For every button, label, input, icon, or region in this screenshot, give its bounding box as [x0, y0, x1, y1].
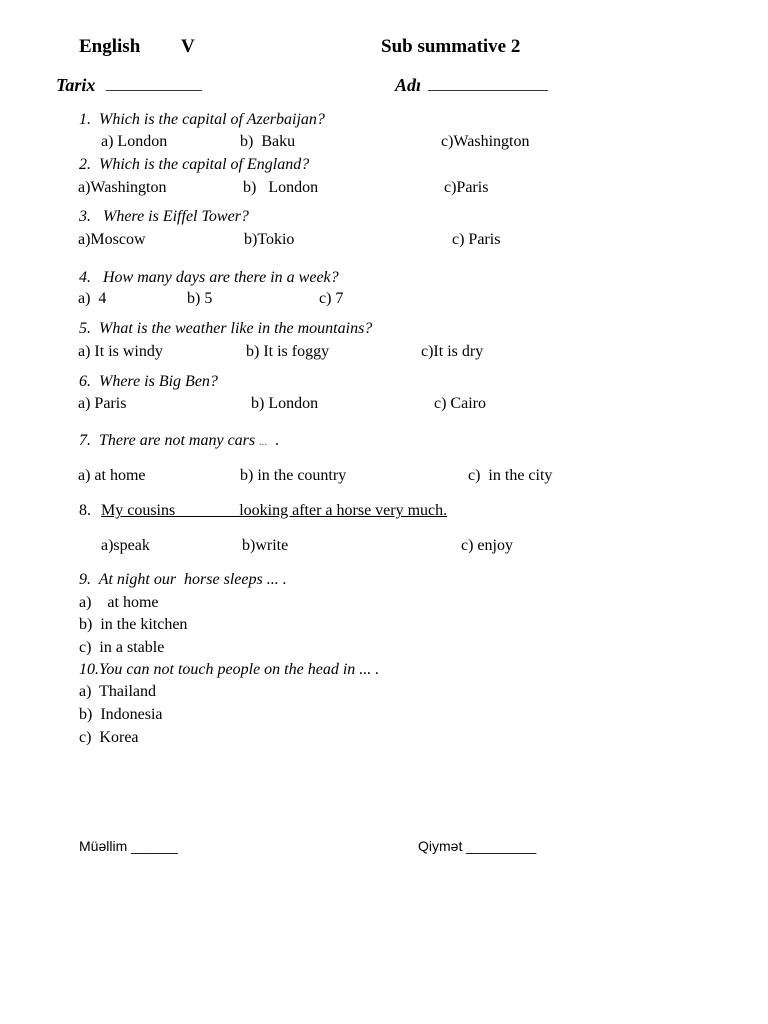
- question-8-number: 8.: [79, 502, 91, 519]
- q1-option-c: c)Washington: [441, 133, 530, 150]
- question-1: 1. Which is the capital of Azerbaijan?: [79, 111, 325, 128]
- teacher-signature-line: Müəllim ______: [79, 838, 178, 854]
- q8-option-b: b)write: [242, 537, 289, 554]
- q7-option-c: c) in the city: [468, 467, 553, 484]
- subject-label: English: [79, 36, 141, 57]
- question-5: 5. What is the weather like in the mountains?: [79, 320, 373, 337]
- date-line: ____________: [106, 76, 202, 93]
- name-label: Adı: [395, 75, 422, 95]
- question-7-ellipsis: ...: [259, 436, 268, 448]
- q7-option-b: b) in the country: [240, 467, 347, 484]
- q3-option-a: a)Moscow: [78, 231, 146, 248]
- q2-option-b: b) London: [243, 179, 319, 196]
- question-6: 6. Where is Big Ben?: [79, 373, 218, 390]
- question-8: My cousins _______ looking after a horse very much.: [101, 502, 448, 519]
- q5-option-c: c)It is dry: [421, 343, 484, 360]
- q7-option-a: a) at home: [78, 467, 146, 484]
- question-7-text: 7. There are not many cars: [79, 432, 256, 449]
- q8-option-a: a)speak: [101, 537, 150, 554]
- question-9: 9. At night our horse sleeps ... .: [79, 571, 287, 588]
- name-line: _______________: [428, 76, 548, 93]
- q4-option-a: a) 4: [78, 290, 107, 307]
- date-label: Tarix: [56, 75, 96, 95]
- q4-option-c: c) 7: [319, 290, 344, 307]
- q6-option-a: a) Paris: [78, 395, 127, 412]
- q4-option-b: b) 5: [187, 290, 213, 307]
- q2-option-c: c)Paris: [444, 179, 489, 196]
- q1-option-b: b) Baku: [240, 133, 296, 150]
- grade-level: V: [181, 36, 195, 57]
- q3-option-b: b)Tokio: [244, 231, 295, 248]
- q10-option-b: b) Indonesia: [79, 706, 163, 723]
- q5-option-b: b) It is foggy: [246, 343, 330, 360]
- q2-option-a: a)Washington: [78, 179, 167, 196]
- question-3: 3. Where is Eiffel Tower?: [79, 208, 249, 225]
- question-7-end: .: [275, 432, 280, 449]
- q9-option-c: c) in a stable: [79, 639, 165, 656]
- q9-option-a: a) at home: [79, 594, 159, 611]
- q10-option-a: a) Thailand: [79, 683, 157, 700]
- page-title: Sub summative 2: [381, 36, 521, 57]
- question-2: 2. Which is the capital of England?: [79, 156, 310, 173]
- q10-option-c: c) Korea: [79, 729, 139, 746]
- grade-line: Qiymət _________: [418, 838, 537, 854]
- question-7: [79, 433, 279, 449]
- question-4: 4. How many days are there in a week?: [79, 269, 339, 286]
- q6-option-b: b) London: [251, 395, 319, 412]
- q6-option-c: c) Cairo: [434, 395, 486, 412]
- q3-option-c: c) Paris: [452, 231, 501, 248]
- q5-option-a: a) It is windy: [78, 343, 163, 360]
- q8-option-c: c) enjoy: [461, 537, 513, 554]
- q1-option-a: a) London: [101, 133, 168, 150]
- q9-option-b: b) in the kitchen: [79, 616, 188, 633]
- question-10: 10.You can not touch people on the head in ... .: [79, 661, 380, 678]
